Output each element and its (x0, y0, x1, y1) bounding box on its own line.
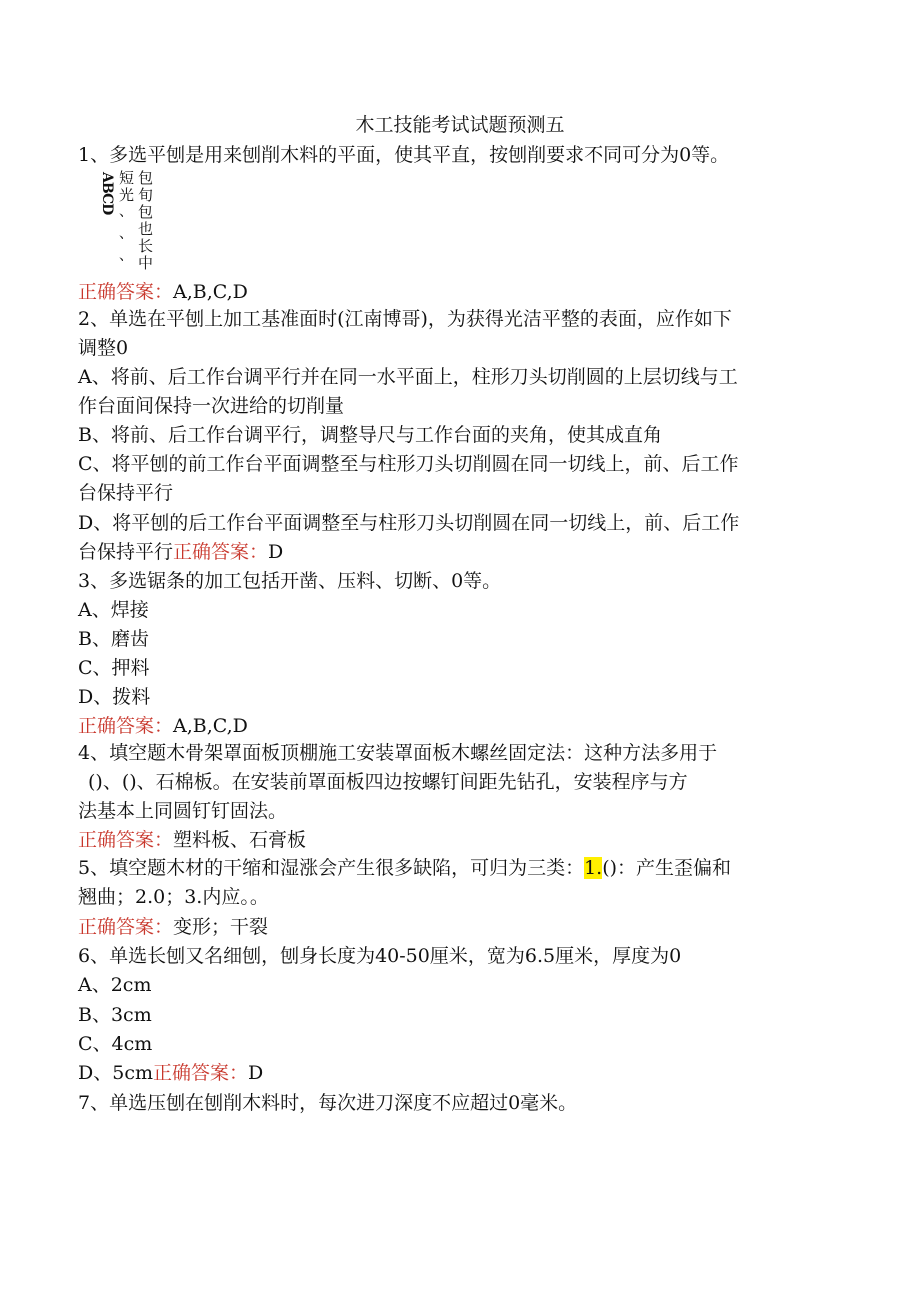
answer-value: 塑料板、石膏板 (173, 829, 307, 851)
answer-value: D (248, 1062, 264, 1084)
question-5-stem (78, 855, 731, 881)
question-1-option-char: 光 (119, 186, 135, 204)
question-2-option-d-text: 台保持平行 (78, 541, 174, 563)
question-2-option-a: A、将前、后工作台调平行并在同一水平面上，柱形刀头切削圆的上层切线与工 (78, 366, 738, 388)
question-2-option-d: D、将平刨的后工作台平面调整至与柱形刀头切削圆在同一切线上，前、后工作 (78, 512, 740, 534)
question-6-option-a: A、2cm (78, 974, 152, 996)
question-1-option-dash: 、 (119, 204, 133, 220)
question-5-stem-pre: 5、填空题木材的干缩和湿涨会产生很多缺陷，可归为三类： (78, 857, 585, 879)
question-6-option-c: C、4cm (78, 1033, 153, 1055)
question-7-stem: 7、单选压刨在刨削木料时，每次进刀深度不应超过0毫米。 (78, 1092, 578, 1114)
question-4-stem-cont: ()、()、石棉板。在安装前罩面板四边按螺钉间距先钻孔，安装程序与方 (88, 771, 688, 793)
question-1-option-char: 包 (138, 169, 154, 187)
question-1-answer (78, 279, 248, 305)
question-3-option-c: C、押料 (78, 657, 150, 679)
question-3-stem: 3、多选锯条的加工包括开凿、压料、切断、0等。 (78, 570, 502, 592)
question-1-option-char: 也 (138, 220, 154, 238)
question-5-highlight: 1. (584, 857, 603, 879)
answer-label: 正确答案： (78, 916, 174, 938)
question-3-option-d: D、拨料 (78, 686, 151, 708)
question-1-stem: 1、多选平刨是用来刨削木料的平面，使其平直，按刨削要求不同可分为0等。 (78, 144, 730, 166)
question-4-answer (78, 827, 306, 853)
question-6-stem: 6、单选长刨又名细刨，刨身长度为40-50厘米，宽为6.5厘米，厚度为0 (78, 945, 682, 967)
answer-label: 正确答案： (173, 541, 269, 563)
question-3-answer (78, 713, 248, 739)
answer-value: D (268, 541, 284, 563)
question-1-option-char: 包 (138, 203, 154, 221)
question-2-stem-cont: 调整0 (78, 337, 129, 359)
answer-value: A,B,C,D (173, 715, 248, 737)
question-2-option-c-cont: 台保持平行 (78, 482, 174, 504)
question-3-option-a: A、焊接 (78, 599, 149, 621)
question-6-option-d (78, 1060, 263, 1086)
question-1-option-char: 中 (138, 254, 154, 272)
answer-label: 正确答案： (78, 281, 174, 303)
question-1-option-dash: 、 (119, 226, 133, 242)
question-1-option-char: 旬 (138, 186, 154, 204)
question-1-option-char: 短 (119, 169, 135, 187)
question-6-option-b: B、3cm (78, 1004, 152, 1026)
question-5-stem-cont: 翘曲；2.0；3.内应。。 (78, 886, 269, 908)
question-4-stem-end: 法基本上同圆钉钉固法。 (78, 800, 288, 822)
document-title: 木工技能考试试题预测五 (355, 114, 565, 136)
answer-label: 正确答案： (78, 715, 174, 737)
question-2-option-b: B、将前、后工作台调平行，调整导尺与工作台面的夹角，使其成直角 (78, 424, 662, 446)
answer-value: A,B,C,D (173, 281, 248, 303)
question-3-option-b: B、磨齿 (78, 628, 149, 650)
question-2-option-c: C、将平刨的前工作台平面调整至与柱形刀头切削圆在同一切线上，前、后工作 (78, 453, 739, 475)
question-1-option-char: 长 (138, 237, 154, 255)
question-2-stem: 2、单选在平刨上加工基准面时(江南博哥)，为获得光洁平整的表面，应作如下 (78, 308, 732, 330)
question-5-answer (78, 914, 268, 940)
answer-label: 正确答案： (152, 1062, 248, 1084)
question-2-option-a-cont: 作台面间保持一次进给的切削量 (78, 395, 345, 417)
question-1-options (100, 170, 180, 274)
question-5-stem-post: ()：产生歪偏和 (602, 857, 732, 879)
question-1-option-letters: ABCD (99, 172, 115, 215)
answer-label: 正确答案： (78, 829, 174, 851)
question-6-option-d-text: D、5cm (78, 1062, 153, 1084)
answer-value: 变形；干裂 (173, 916, 269, 938)
question-4-stem: 4、填空题木骨架罩面板顶棚施工安装罩面板木螺丝固定法：这种方法多用于 (78, 742, 718, 764)
question-2-option-d-cont (78, 539, 283, 565)
question-1-option-dash: 、 (119, 248, 133, 264)
